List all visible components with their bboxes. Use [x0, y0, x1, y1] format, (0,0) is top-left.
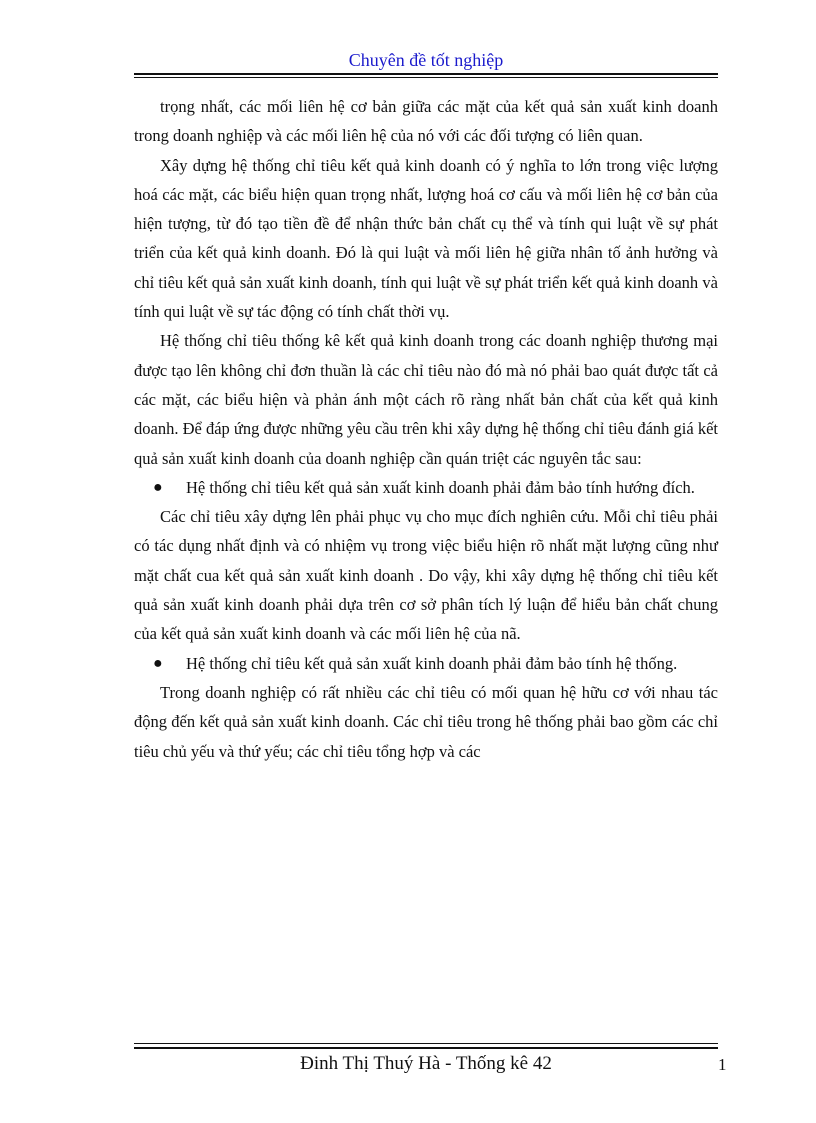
bullet-item-1-text: Hệ thống chỉ tiêu kết quả sản xuất kinh doanh phải đảm bảo tính hướng đích.	[186, 477, 695, 497]
bullet-item-1	[134, 473, 718, 502]
page-header-title: Chuyên đề tốt nghiệp	[348, 50, 504, 70]
paragraph-3: Hệ thống chỉ tiêu thống kê kết quả kinh doanh trong các doanh nghiệp thương mại được tạo lên không chỉ đơn thuần là các chỉ tiêu nào đó mà nó phải bao quát được tất cả các mặt, các biểu hiện và phản ánh một cách rõ ràng nhất bản chất của kết quả kinh doanh. Để đáp ứng được những yêu cầu trên khi xây dựng hệ thống chỉ tiêu đánh giá kết quả sản xuất kinh doanh của doanh nghiệp cần quán triệt các nguyên tắc sau:	[134, 331, 718, 468]
bullet-item-2-text: Hệ thống chỉ tiêu kết quả sản xuất kinh doanh phải đảm bảo tính hệ thống.	[186, 653, 678, 673]
paragraph-5: Trong doanh nghiệp có rất nhiều các chỉ tiêu có mối quan hệ hữu cơ với nhau tác động đến kết quả sản xuất kinh doanh. Các chỉ tiêu trong hê thống phải bao gồm các chỉ tiêu chủ yếu và thứ yếu; các chỉ tiêu tổng hợp và các	[134, 682, 718, 761]
paragraph-4: Các chỉ tiêu xây dựng lên phải phục vụ cho mục đích nghiên cứu. Mỗi chỉ tiêu phải có tác dụng nhất định và có nhiệm vụ trong việc biểu hiện rõ nhất mặt lượng cũng như mặt chất cua kết quả sản xuất kinh doanh . Do vậy, khi xây dựng hệ thống chỉ tiêu kết quả sản xuất kinh doanh phải dựa trên cơ sở phân tích lý luận để hiểu bản chất chung của kết quả sản xuất kinh doanh và các mối liên hệ của nã.	[134, 507, 718, 644]
document-body	[134, 92, 718, 766]
bullet-dot-icon: ●	[153, 478, 163, 496]
footer-rule-thick	[134, 1047, 718, 1049]
paragraph-1: trọng nhất, các mối liên hệ cơ bản giữa các mặt của kết quả sản xuất kinh doanh trong doanh nghiệp và các mối liên hệ của nó với các đối tượng có liên quan.	[134, 97, 718, 146]
bullet-dot-icon: ●	[153, 654, 163, 672]
paragraph-2: Xây dựng hệ thống chỉ tiêu kết quả kinh doanh có ý nghĩa to lớn trong việc lượng hoá các mặt, các biểu hiện quan trọng nhất, lượng hoá cơ cấu và mối liên hệ cơ bản của hiện tượng, từ đó tạo tiền đề để nhận thức bản chất cụ thể và tính qui luật về sự phát triển của kết quả kinh doanh. Đó là qui luật và mối liên hệ giữa nhân tố ảnh hưởng và chỉ tiêu kết quả sản xuất kinh doanh, tính qui luật về sự phát triển kết quả kinh doanh và tính qui luật về sự tác động có tính chất thời vụ.	[134, 155, 718, 322]
header-rule-thin	[134, 77, 718, 78]
footer-author: Đinh Thị Thuý Hà - Thống kê 42	[300, 1053, 552, 1074]
footer-rule-thin	[134, 1043, 718, 1044]
page-number: 1	[718, 1055, 727, 1074]
header-rule-thick	[134, 73, 718, 75]
bullet-item-2	[134, 649, 718, 678]
